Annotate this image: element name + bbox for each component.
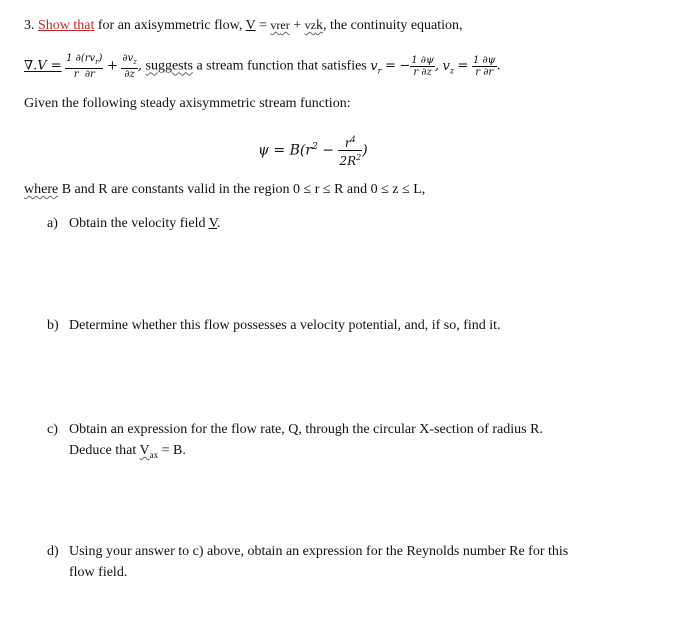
vz-symbol: $v_z$ xyxy=(442,58,455,76)
given-line: Given the following steady axisymmetric stream function: xyxy=(24,96,351,111)
where-line xyxy=(24,182,425,198)
stream-fraction: $\frac{r^4}{2R^2}$ xyxy=(339,135,362,168)
vr-term: vr xyxy=(270,18,281,32)
plus-sign-2: + xyxy=(106,58,118,74)
part-c-line2-pre: Deduce that xyxy=(69,443,137,458)
part-d-text: Using your answer to c) above, obtain an expression for the Reynolds number Re for this xyxy=(69,544,569,559)
stream-function: $\psi = B(r^2$ − $\frac{r^4}{2R^2}$ ) xyxy=(258,135,368,168)
part-d-letter: d) xyxy=(47,544,59,559)
part-c xyxy=(47,419,543,466)
equals-sign: = xyxy=(259,18,267,33)
part-c-letter: c) xyxy=(47,422,58,437)
part-b xyxy=(47,318,501,334)
part-b-text: Determine whether this flow possesses a velocity potential, and, if so, find it. xyxy=(69,318,501,333)
problem-number: 3. xyxy=(24,18,35,33)
fraction-3: $\frac{1 \partial\psi}{r \partial z}$ xyxy=(411,55,434,78)
equals-3: = xyxy=(457,58,469,74)
plus-sign: + xyxy=(293,18,302,33)
minus-1: − xyxy=(399,58,411,74)
intro-text: for an axisymmetric flow, xyxy=(97,18,243,33)
where-word: where xyxy=(24,182,59,197)
continuity-lhs: ∇.V = xyxy=(24,58,62,74)
part-a xyxy=(47,216,221,232)
vr-symbol: $v_r$ xyxy=(370,58,382,76)
part-d xyxy=(47,541,568,583)
fraction-4: $\frac{1 \partial\psi}{r \partial r}$ xyxy=(472,55,496,78)
part-c-text: Obtain an expression for the flow rate, Q, through the circular X-section of radius R. xyxy=(69,422,543,437)
part-c-line2-post: = B. xyxy=(158,443,186,458)
show-that-link[interactable]: Show that xyxy=(38,18,95,33)
continuity-line xyxy=(24,53,501,82)
part-a-period: . xyxy=(217,216,221,231)
k-term: k xyxy=(315,18,323,33)
where-rest: B and R are constants valid in the region 0 ≤ r ≤ R and 0 ≤ z ≤ L, xyxy=(61,182,426,197)
part-a-vector: V xyxy=(208,216,218,231)
intro-tail: , the continuity equation, xyxy=(322,18,463,33)
vz-term: vz xyxy=(304,18,316,32)
part-a-text: Obtain the velocity field xyxy=(69,216,206,231)
period-1: . xyxy=(496,58,501,74)
continuity-middle: a stream function that satisfies xyxy=(196,58,367,74)
suggests-word: suggests xyxy=(145,58,193,74)
fraction-1: $\frac{1 \partial(rv_r)}{r \partial r}$ xyxy=(66,53,103,80)
equals-2: = xyxy=(384,58,396,74)
part-a-letter: a) xyxy=(47,216,58,231)
part-b-letter: b) xyxy=(47,318,59,333)
part-c-vax: $V_{ax}$ xyxy=(139,443,159,460)
part-d-line2: flow field. xyxy=(69,565,128,580)
comma-1: , xyxy=(137,58,143,74)
comma-2: , xyxy=(434,58,439,74)
vector-v: V xyxy=(245,18,256,33)
fraction-2: $\frac{\partial v_z}{\partial z}$ xyxy=(122,53,137,80)
problem-intro-line xyxy=(24,18,463,34)
er-term: er xyxy=(280,18,290,32)
